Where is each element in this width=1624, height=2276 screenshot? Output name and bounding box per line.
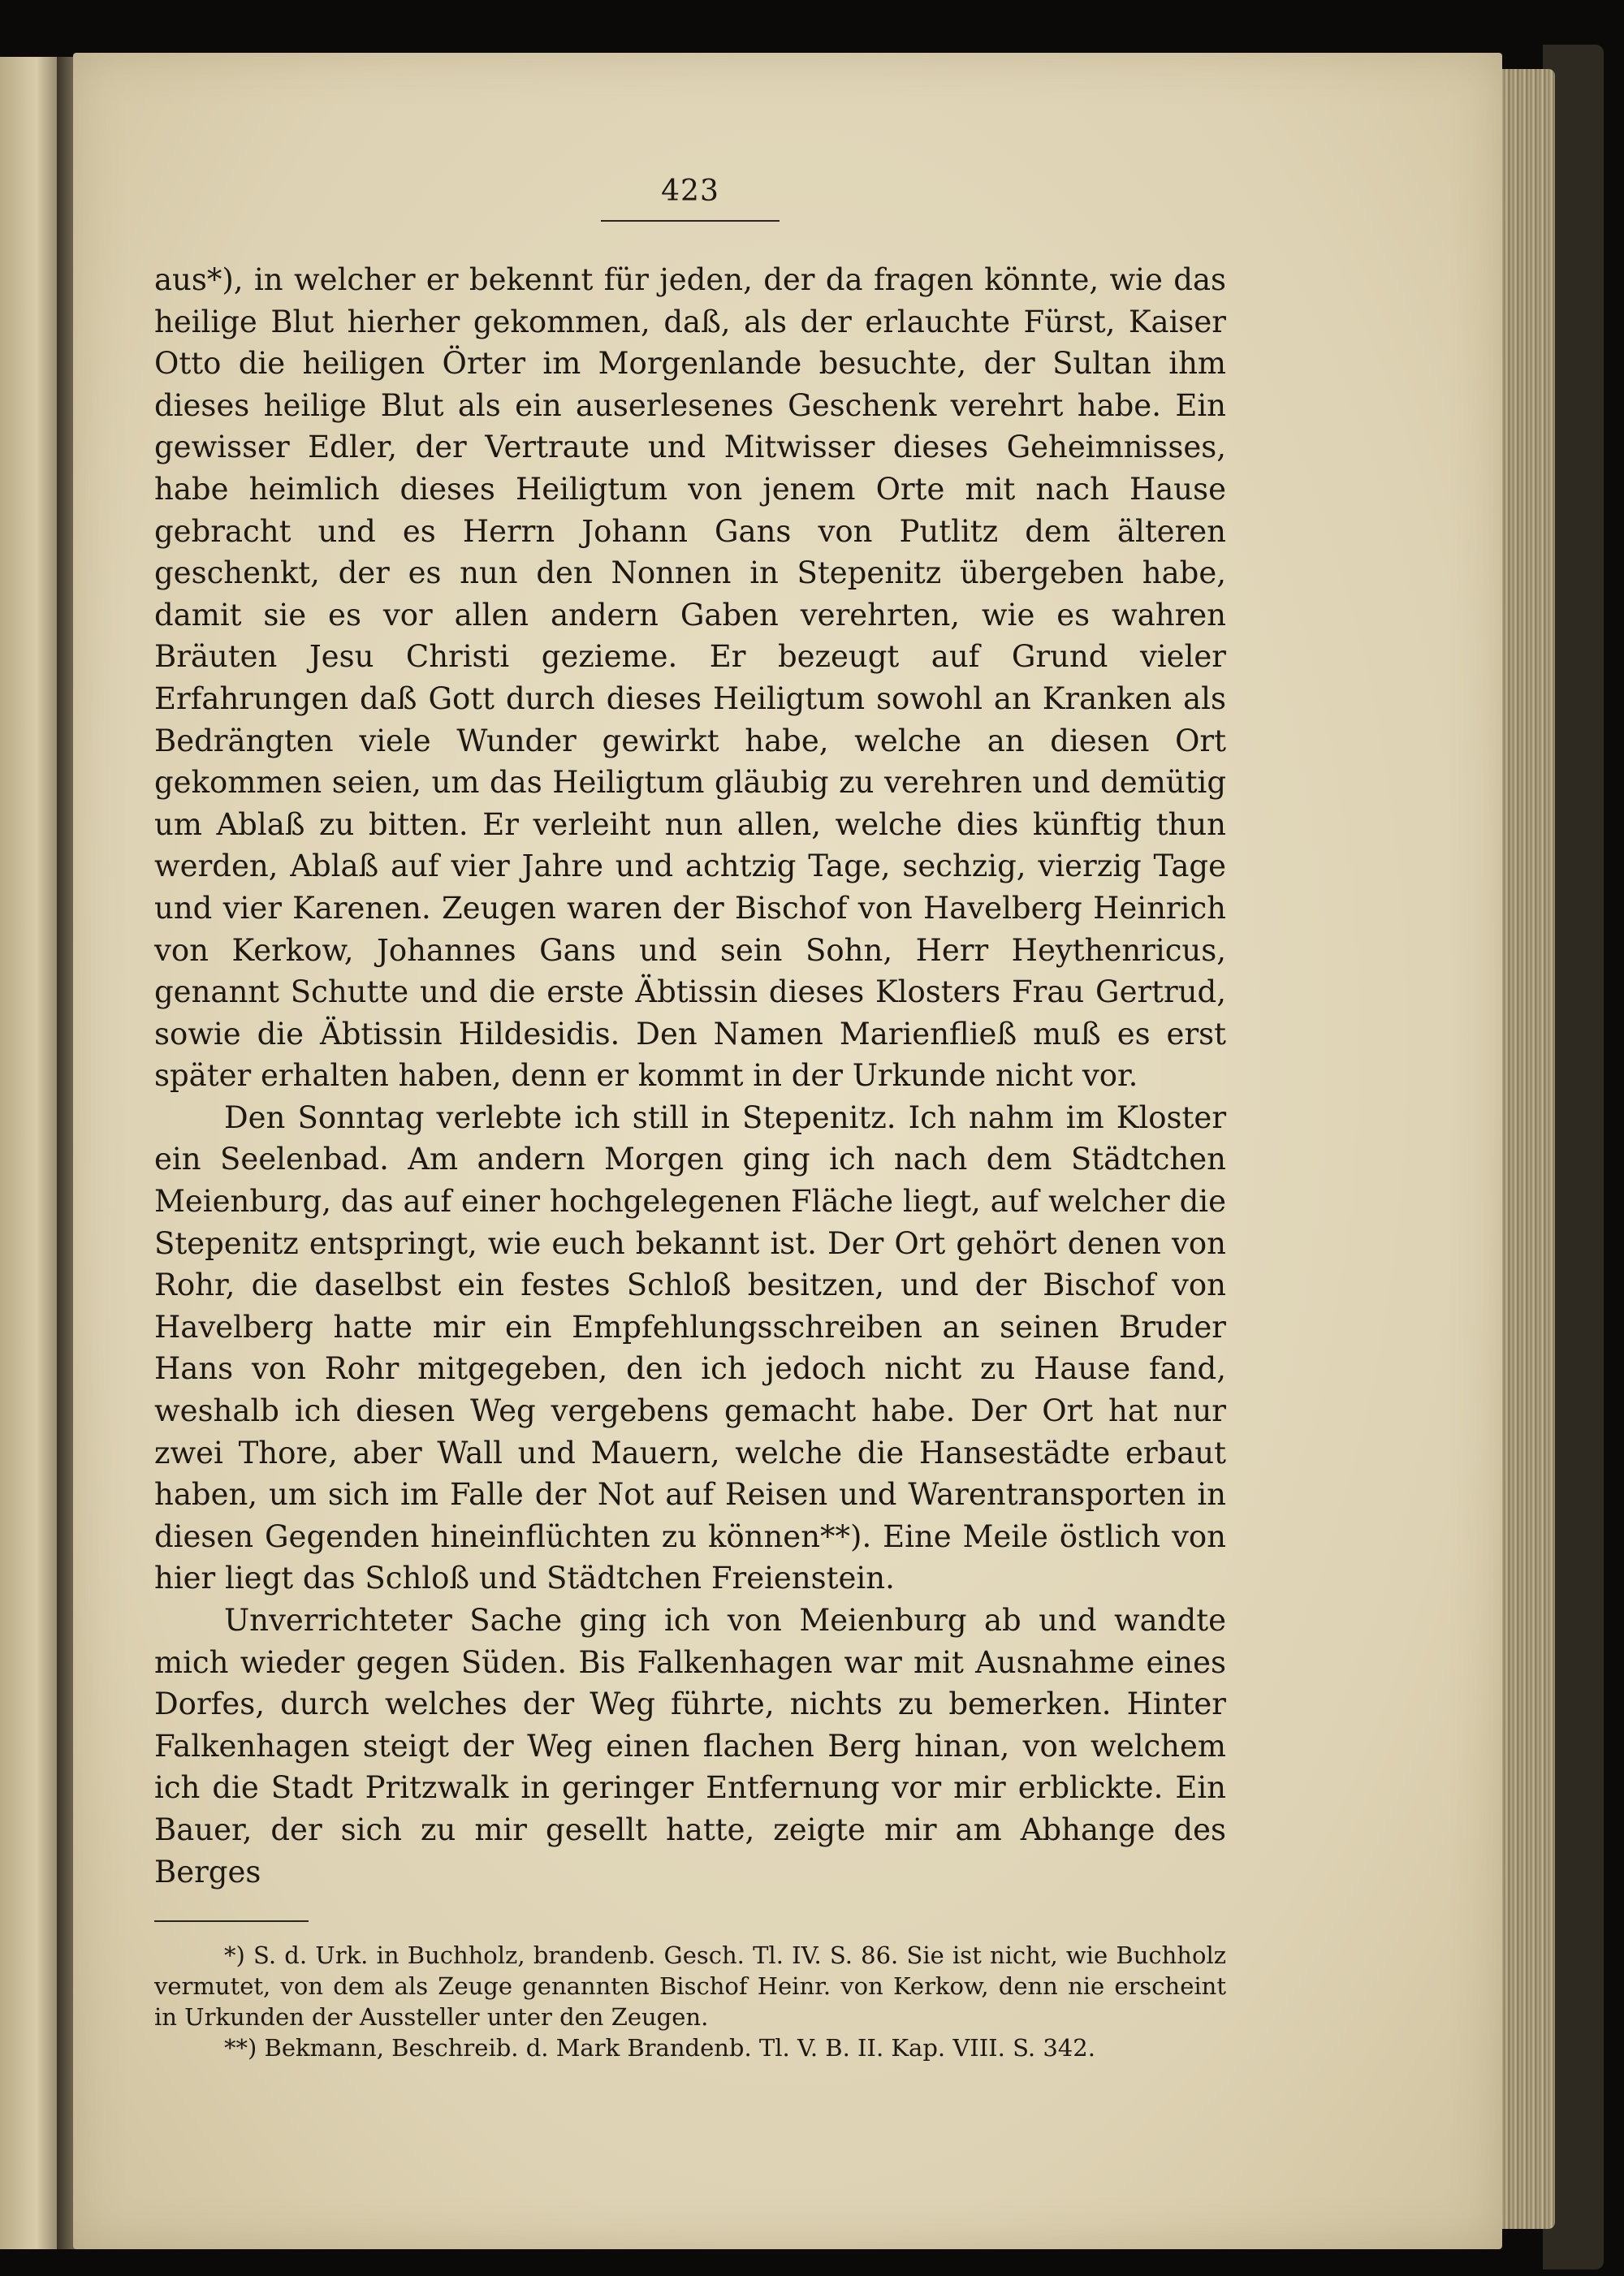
footnote-rule bbox=[154, 1920, 309, 1922]
footnote: **) Bekmann, Beschreib. d. Mark Brandenb. Tl. V. B. II. Kap. VIII. S. 342. bbox=[224, 2034, 1095, 2062]
page-number: 423 bbox=[661, 175, 719, 208]
body-text bbox=[154, 259, 1226, 1893]
footnote: *) S. d. Urk. in Buchholz, brandenb. Gesch. Tl. IV. S. 86. Sie ist nicht, wie Buchholz vermutet, von dem als Zeuge genannten Bischof Heinr. von Kerkow, denn nie erscheint in Urkunden der Aussteller unter den Zeugen. bbox=[154, 1941, 1226, 2032]
facing-page-edge bbox=[0, 57, 61, 2249]
page-content bbox=[154, 175, 1226, 2063]
footnotes bbox=[154, 1940, 1226, 2063]
paragraph: Unverrichteter Sache ging ich von Meienburg ab und wandte mich wieder gegen Süden. Bis Falkenhagen war mit Ausnahme eines Dorfes, durch welches der Weg führte, nichts zu bemerken. Hinter Falkenhagen steigt der Weg einen flachen Berg hinan, von welchem ich die Stadt Pritzwalk in geringer Entfernung vor mir erblickte. Ein Bauer, der sich zu mir gesellt hatte, zeigte mir am Abhange des Berges bbox=[154, 1603, 1226, 1889]
paragraph: aus*), in welcher er bekennt für jeden, der da fragen könnte, wie das heilige Blut hierher gekommen, daß, als der erlauchte Fürst, Kaiser Otto die heiligen Örter im Morgenlande besuchte, der Sultan ihm dieses heilige Blut als ein auserlesenes Geschenk verehrt habe. Ein gewisser Edler, der Vertraute und Mitwisser dieses Geheimnisses, habe heimlich dieses Heiligtum von jenem Orte mit nach Hause gebracht und es Herrn Johann Gans von Putlitz dem älteren geschenkt, der es nun den Nonnen in Stepenitz übergeben habe, damit sie es vor allen andern Gaben verehrten, wie es wahren Bräuten Jesu Christi gezieme. Er bezeugt auf Grund vieler Erfahrungen daß Gott durch dieses Heiligtum sowohl an Kranken als Bedrängten viele Wunder gewirkt habe, welche an diesen Ort gekommen seien, um das Heiligtum gläubig zu verehren und demütig um Ablaß zu bitten. Er verleiht nun allen, welche dies künftig thun werden, Ablaß auf vier Jahre und achtzig Tage, sechzig, vierzig Tage und vier Karenen. Zeugen waren der Bischof von Havelberg Heinrich von Kerkow, Johannes Gans und sein Sohn, Herr Heythenricus, genannt Schutte und die erste Äbtissin dieses Klosters Frau Gertrud, sowie die Äbtissin Hildesidis. Den Namen Marienfließ muß es erst später erhalten haben, denn er kommt in der Urkunde nicht vor. bbox=[154, 262, 1226, 1094]
paragraph: Den Sonntag verlebte ich still in Stepenitz. Ich nahm im Kloster ein Seelenbad. Am andern Morgen ging ich nach dem Städtchen Meienburg, das auf einer hochgelegenen Fläche liegt, auf welcher die Stepenitz entspringt, wie euch bekannt ist. Der Ort gehört denen von Rohr, die daselbst ein festes Schloß besitzen, und der Bischof von Havelberg hatte mir ein Empfehlungsschreiben an seinen Bruder Hans von Rohr mitgegeben, den ich jedoch nicht zu Hause fand, weshalb ich diesen Weg vergebens gemacht habe. Der Ort hat nur zwei Thore, aber Wall und Mauern, welche die Hansestädte erbaut haben, um sich im Falle der Not auf Reisen und Warentransporten in diesen Gegenden hineinflüchten zu können**). Eine Meile östlich von hier liegt das Schloß und Städtchen Freienstein. bbox=[154, 1099, 1226, 1596]
page-number-rule bbox=[601, 220, 780, 222]
